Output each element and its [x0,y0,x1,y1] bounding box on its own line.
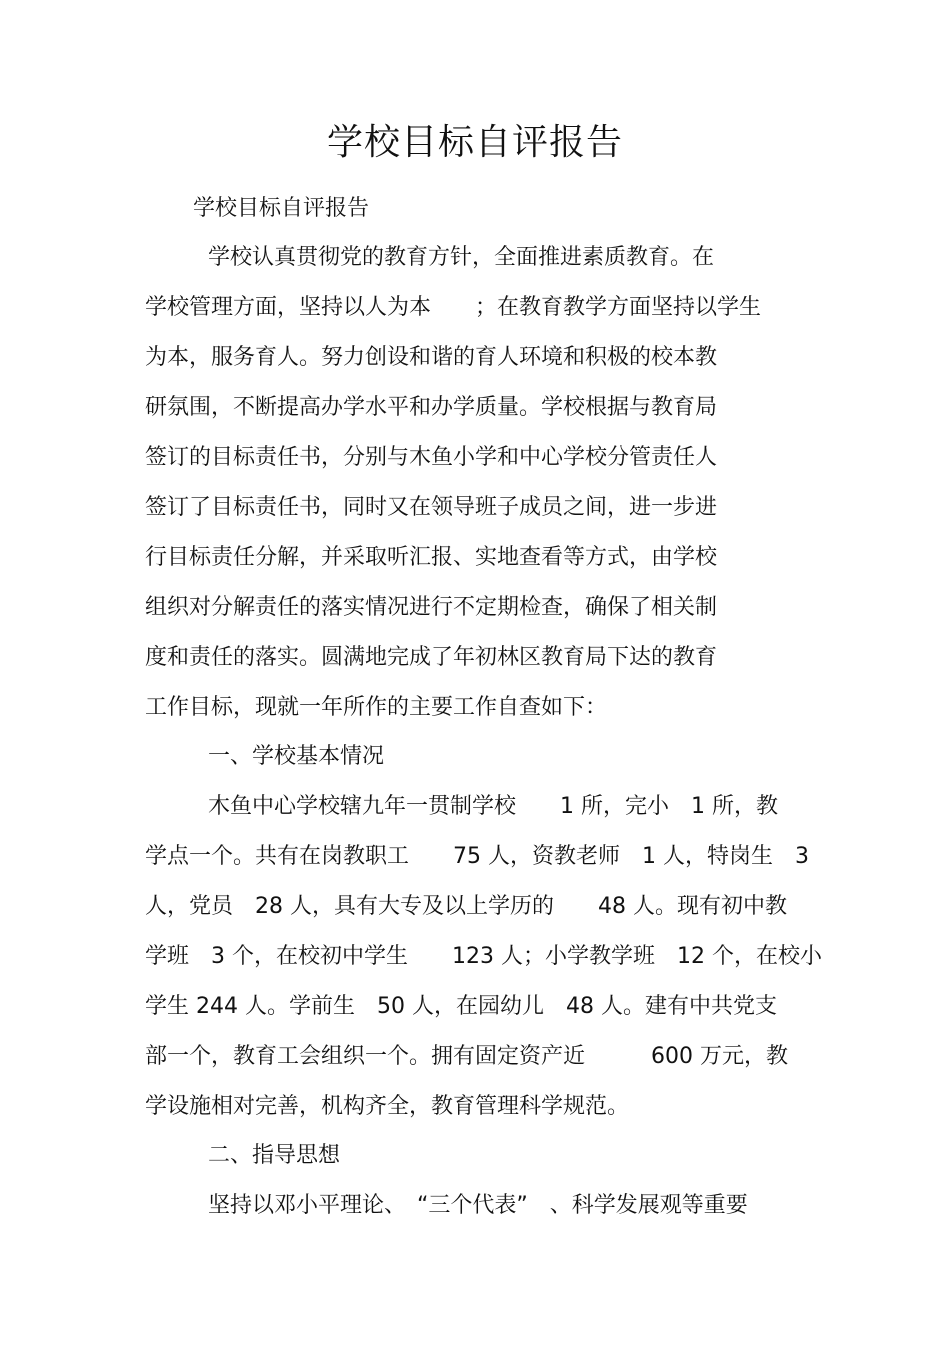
paragraph-line: 木鱼中心学校辖九年一贯制学校 1 所，完小 1 所，教 [208,794,778,819]
document-subtitle: 学校目标自评报告 [193,196,370,221]
paragraph-line: 学校认真贯彻党的教育方针，全面推进素质教育。在 [208,245,715,270]
paragraph-line: 学生 244 人。学前生 50 人，在园幼儿 48 人。建有中共党支 [145,994,777,1019]
paragraph-line: 学设施相对完善，机构齐全，教育管理科学规范。 [145,1094,630,1119]
section-heading: 二、指导思想 [208,1143,341,1168]
paragraph-line: 人，党员 28 人，具有大专及以上学历的 48 人。现有初中教 [145,894,787,919]
paragraph-line: 为本，服务育人。努力创设和谐的育人环境和积极的校本教 [145,345,718,370]
paragraph-line: 组织对分解责任的落实情况进行不定期检查，确保了相关制 [145,595,718,620]
paragraph-line: 学点一个。共有在岗教职工 75 人，资教老师 1 人，特岗生 3 [145,844,809,869]
paragraph-line: 度和责任的落实。圆满地完成了年初林区教育局下达的教育 [145,645,718,670]
paragraph-line: 签订了目标责任书，同时又在领导班子成员之间，进一步进 [145,495,718,520]
paragraph-line: 学班 3 个，在校初中学生 123 人；小学教学班 12 个，在校小 [145,944,822,969]
paragraph-line: 签订的目标责任书，分别与木鱼小学和中心学校分管责任人 [145,445,718,470]
section-heading: 一、学校基本情况 [208,744,385,769]
document-title: 学校目标自评报告 [326,122,623,163]
paragraph-line: 坚持以邓小平理论、 “三个代表” 、科学发展观等重要 [208,1193,748,1218]
paragraph-line: 工作目标，现就一年所作的主要工作自查如下： [145,695,608,720]
paragraph-line: 研氛围，不断提高办学水平和办学质量。学校根据与教育局 [145,395,718,420]
paragraph-line: 部一个，教育工会组织一个。拥有固定资产近 600 万元，教 [145,1044,788,1069]
paragraph-line: 行目标责任分解，并采取听汇报、实地查看等方式，由学校 [145,545,718,570]
paragraph-line: 学校管理方面，坚持以人为本 ；在教育教学方面坚持以学生 [145,295,762,320]
